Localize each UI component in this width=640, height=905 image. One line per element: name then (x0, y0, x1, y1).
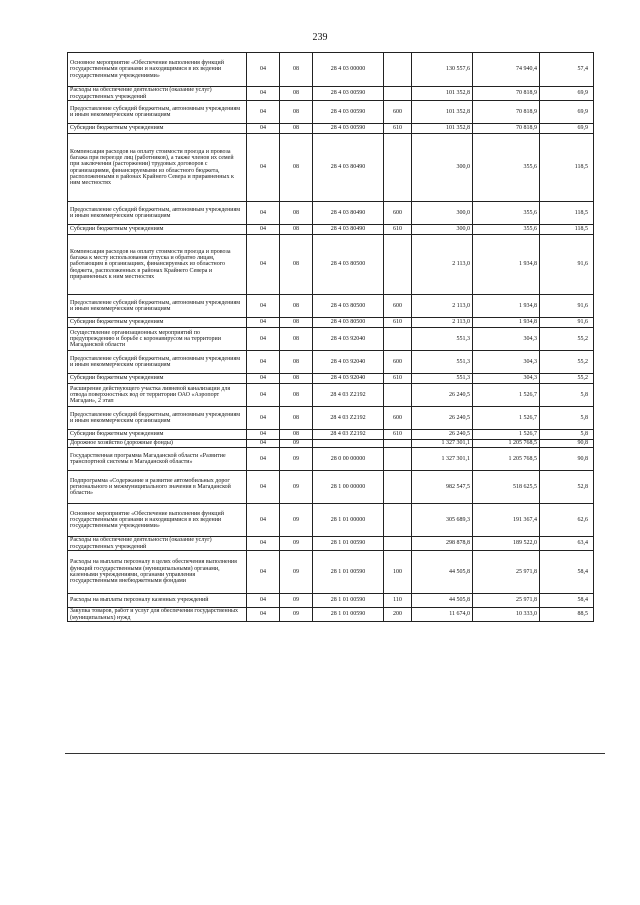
cell-exec: 70 818,9 (473, 124, 540, 134)
cell-plan: 130 557,6 (412, 53, 473, 87)
cell-rz: 04 (247, 235, 280, 295)
table-row (68, 225, 594, 235)
cell-pr: 09 (280, 551, 313, 594)
cell-pr: 08 (280, 407, 313, 430)
cell-csr: 28 4 03 92040 (313, 351, 384, 374)
cell-csr: 28 4 03 80490 (313, 202, 384, 225)
budget-table (67, 52, 594, 622)
cell-plan: 44 505,8 (412, 551, 473, 594)
cell-name: Предоставление субсидий бюджетным, автономным учреждениям и иным некоммерческим организациям (68, 351, 247, 374)
cell-plan: 982 547,5 (412, 471, 473, 504)
cell-csr: 28 4 03 00590 (313, 101, 384, 124)
table-row (68, 374, 594, 384)
cell-pr: 09 (280, 504, 313, 537)
cell-vr (384, 235, 412, 295)
cell-plan: 551,3 (412, 374, 473, 384)
cell-vr: 600 (384, 407, 412, 430)
cell-vr: 200 (384, 608, 412, 622)
cell-pct: 52,8 (540, 471, 594, 504)
cell-csr: 28 1 01 00000 (313, 504, 384, 537)
cell-exec: 70 818,9 (473, 101, 540, 124)
table-row (68, 384, 594, 407)
cell-name: Предоставление субсидий бюджетным, автономным учреждениям и иным некоммерческим организациям (68, 407, 247, 430)
table-row (68, 87, 594, 101)
table-row (68, 328, 594, 351)
cell-name: Подпрограмма «Содержание и развитие автомобильных дорог регионального и межмуниципального значения в Магаданской области» (68, 471, 247, 504)
cell-pr: 08 (280, 351, 313, 374)
table-row (68, 295, 594, 318)
table-row (68, 318, 594, 328)
cell-pct: 5,8 (540, 407, 594, 430)
cell-rz: 04 (247, 504, 280, 537)
cell-pct: 88,5 (540, 608, 594, 622)
cell-vr (384, 134, 412, 202)
cell-pct: 69,9 (540, 101, 594, 124)
cell-plan: 1 327 301,1 (412, 440, 473, 448)
cell-csr: 28 4 03 92040 (313, 374, 384, 384)
cell-rz: 04 (247, 440, 280, 448)
cell-pr: 08 (280, 134, 313, 202)
cell-csr: 28 4 03 00590 (313, 87, 384, 101)
cell-name: Закупка товаров, работ и услуг для обеспечения государственных (муниципальных) нужд (68, 608, 247, 622)
cell-pr: 09 (280, 608, 313, 622)
table-row (68, 53, 594, 87)
cell-pct: 91,6 (540, 295, 594, 318)
cell-vr (384, 384, 412, 407)
table-row (68, 202, 594, 225)
cell-plan: 551,3 (412, 328, 473, 351)
cell-pr: 08 (280, 202, 313, 225)
cell-pr: 08 (280, 225, 313, 235)
cell-csr: 28 4 03 80490 (313, 134, 384, 202)
cell-vr (384, 53, 412, 87)
cell-plan: 2 113,0 (412, 235, 473, 295)
cell-pct: 91,6 (540, 318, 594, 328)
cell-name: Субсидии бюджетным учреждениям (68, 430, 247, 440)
cell-plan: 300,0 (412, 134, 473, 202)
cell-exec: 10 333,0 (473, 608, 540, 622)
cell-plan: 298 878,8 (412, 537, 473, 551)
cell-vr: 100 (384, 551, 412, 594)
cell-pct: 118,5 (540, 225, 594, 235)
cell-name: Основное мероприятие «Обеспечение выполнения функций государственными органами и находящимися в их ведении государственными учреждениями» (68, 504, 247, 537)
bottom-rule (65, 753, 605, 754)
cell-csr: 28 4 03 00000 (313, 53, 384, 87)
cell-pct: 118,5 (540, 134, 594, 202)
cell-plan: 44 505,8 (412, 594, 473, 608)
cell-vr: 600 (384, 351, 412, 374)
cell-csr: 28 1 01 00590 (313, 537, 384, 551)
cell-csr: 28 4 03 80500 (313, 318, 384, 328)
cell-name: Расходы на выплаты персоналу казенных учреждений (68, 594, 247, 608)
cell-vr (384, 440, 412, 448)
cell-name: Расширение действующего участка ливневой канализации для отвода поверхностных вод от территории ОАО «Аэропорт Магадан», 2 этап (68, 384, 247, 407)
cell-plan: 300,0 (412, 225, 473, 235)
cell-rz: 04 (247, 471, 280, 504)
cell-csr: 28 4 03 80490 (313, 225, 384, 235)
cell-rz: 04 (247, 551, 280, 594)
cell-exec: 304,3 (473, 351, 540, 374)
cell-plan: 1 327 301,1 (412, 448, 473, 471)
cell-name: Осуществление организационных мероприятий по предупреждению и борьбе с коронавирусом на территории Магаданской области (68, 328, 247, 351)
cell-vr (384, 471, 412, 504)
cell-pct: 55,2 (540, 374, 594, 384)
table-row (68, 551, 594, 594)
cell-pct: 62,6 (540, 504, 594, 537)
cell-rz: 04 (247, 318, 280, 328)
table-row (68, 101, 594, 124)
cell-plan: 26 240,5 (412, 384, 473, 407)
cell-vr (384, 448, 412, 471)
cell-rz: 04 (247, 351, 280, 374)
cell-csr: 28 4 03 Z2192 (313, 430, 384, 440)
cell-plan: 11 674,0 (412, 608, 473, 622)
cell-plan: 101 352,8 (412, 101, 473, 124)
cell-plan: 26 240,5 (412, 407, 473, 430)
cell-exec: 518 625,5 (473, 471, 540, 504)
cell-exec: 70 818,9 (473, 87, 540, 101)
table-row (68, 430, 594, 440)
table-row (68, 504, 594, 537)
cell-exec: 1 526,7 (473, 430, 540, 440)
cell-vr: 600 (384, 202, 412, 225)
cell-pct: 57,4 (540, 53, 594, 87)
cell-name: Расходы на выплаты персоналу в целях обеспечения выполнения функций государственными (муниципальными) органами, казенными учреждениями, органами управления государственными внебюджетными фондами (68, 551, 247, 594)
cell-rz: 04 (247, 124, 280, 134)
cell-csr: 28 4 03 80500 (313, 235, 384, 295)
cell-vr (384, 87, 412, 101)
cell-plan: 26 240,5 (412, 430, 473, 440)
cell-csr: 28 4 03 Z2192 (313, 407, 384, 430)
cell-pr: 09 (280, 594, 313, 608)
cell-pct: 69,9 (540, 87, 594, 101)
cell-vr: 610 (384, 318, 412, 328)
cell-name: Компенсация расходов на оплату стоимости проезда и провоза багажа к месту использования отпуска и обратно лицам, работающим в организациях, финансируемых из областного бюджета, расположенных в районах Крайнего Севера и приравненных к ним местностях (68, 235, 247, 295)
cell-csr: 28 0 00 00000 (313, 448, 384, 471)
cell-name: Субсидии бюджетным учреждениям (68, 124, 247, 134)
cell-exec: 74 940,4 (473, 53, 540, 87)
cell-pr: 08 (280, 318, 313, 328)
cell-pr: 09 (280, 448, 313, 471)
cell-name: Расходы на обеспечение деятельности (оказание услуг) государственных учреждений (68, 537, 247, 551)
cell-name: Дорожное хозяйство (дорожные фонды) (68, 440, 247, 448)
cell-pct: 91,6 (540, 235, 594, 295)
table-row (68, 351, 594, 374)
cell-rz: 04 (247, 101, 280, 124)
cell-pr: 08 (280, 374, 313, 384)
cell-exec: 191 367,4 (473, 504, 540, 537)
cell-name: Компенсация расходов на оплату стоимости проезда и провоза багажа при переезде лиц (работников), а также членов их семей при заключении (расторжении) трудовых договоров с организациями, финансируемыми из областного бюджета, расположенными в районах Крайнего Севера и приравненных к ним местностях (68, 134, 247, 202)
cell-csr: 28 4 03 00590 (313, 124, 384, 134)
page-number: 239 (312, 32, 328, 43)
cell-exec: 304,3 (473, 374, 540, 384)
cell-name: Основное мероприятие «Обеспечение выполнения функций государственными органами и находящимися в их ведении государственными учреждениями» (68, 53, 247, 87)
cell-plan: 551,3 (412, 351, 473, 374)
cell-name: Предоставление субсидий бюджетным, автономным учреждениям и иным некоммерческим организациям (68, 202, 247, 225)
cell-csr: 28 4 03 Z2192 (313, 384, 384, 407)
table-row (68, 471, 594, 504)
cell-exec: 1 526,7 (473, 384, 540, 407)
cell-csr: 28 4 03 80500 (313, 295, 384, 318)
cell-pr: 08 (280, 328, 313, 351)
cell-rz: 04 (247, 384, 280, 407)
cell-vr (384, 504, 412, 537)
table-body (68, 53, 594, 622)
cell-exec: 355,6 (473, 134, 540, 202)
cell-vr: 610 (384, 225, 412, 235)
cell-exec: 25 971,8 (473, 594, 540, 608)
cell-pct: 63,4 (540, 537, 594, 551)
cell-name: Предоставление субсидий бюджетным, автономным учреждениям и иным некоммерческим организациям (68, 101, 247, 124)
cell-pct: 69,9 (540, 124, 594, 134)
cell-plan: 101 352,8 (412, 87, 473, 101)
cell-pr: 08 (280, 101, 313, 124)
table-row (68, 448, 594, 471)
table-row (68, 407, 594, 430)
table-row (68, 594, 594, 608)
cell-pr: 08 (280, 295, 313, 318)
cell-pr: 08 (280, 235, 313, 295)
cell-pct: 90,8 (540, 440, 594, 448)
cell-name: Расходы на обеспечение деятельности (оказание услуг) государственных учреждений (68, 87, 247, 101)
cell-pr: 08 (280, 124, 313, 134)
cell-rz: 04 (247, 374, 280, 384)
cell-exec: 1 934,8 (473, 235, 540, 295)
table-row (68, 537, 594, 551)
cell-vr (384, 328, 412, 351)
cell-vr: 600 (384, 101, 412, 124)
cell-name: Государственная программа Магаданской области «Развитие транспортной системы в Магаданской области» (68, 448, 247, 471)
cell-exec: 1 526,7 (473, 407, 540, 430)
cell-name: Субсидии бюджетным учреждениям (68, 225, 247, 235)
table-row (68, 124, 594, 134)
cell-pr: 08 (280, 87, 313, 101)
cell-plan: 305 689,3 (412, 504, 473, 537)
cell-csr (313, 440, 384, 448)
cell-pct: 118,5 (540, 202, 594, 225)
cell-pr: 08 (280, 430, 313, 440)
cell-exec: 355,6 (473, 225, 540, 235)
cell-plan: 2 113,0 (412, 295, 473, 318)
cell-rz: 04 (247, 594, 280, 608)
cell-vr: 610 (384, 124, 412, 134)
cell-pct: 58,4 (540, 594, 594, 608)
cell-rz: 04 (247, 202, 280, 225)
cell-vr: 110 (384, 594, 412, 608)
cell-rz: 04 (247, 53, 280, 87)
cell-exec: 1 205 768,5 (473, 440, 540, 448)
cell-rz: 04 (247, 407, 280, 430)
cell-rz: 04 (247, 87, 280, 101)
cell-name: Предоставление субсидий бюджетным, автономным учреждениям и иным некоммерческим организациям (68, 295, 247, 318)
cell-plan: 101 352,8 (412, 124, 473, 134)
cell-csr: 28 1 00 00000 (313, 471, 384, 504)
cell-exec: 1 934,8 (473, 295, 540, 318)
cell-csr: 28 4 03 92040 (313, 328, 384, 351)
cell-vr: 600 (384, 295, 412, 318)
cell-pct: 55,2 (540, 328, 594, 351)
cell-rz: 04 (247, 448, 280, 471)
cell-pct: 5,8 (540, 430, 594, 440)
cell-exec: 355,6 (473, 202, 540, 225)
cell-plan: 300,0 (412, 202, 473, 225)
cell-rz: 04 (247, 537, 280, 551)
cell-name: Субсидии бюджетным учреждениям (68, 318, 247, 328)
cell-csr: 28 1 01 00590 (313, 551, 384, 594)
cell-exec: 1 205 768,5 (473, 448, 540, 471)
table-row (68, 134, 594, 202)
cell-name: Субсидии бюджетным учреждениям (68, 374, 247, 384)
cell-pr: 09 (280, 440, 313, 448)
cell-pr: 08 (280, 53, 313, 87)
cell-exec: 25 971,8 (473, 551, 540, 594)
cell-csr: 28 1 01 00590 (313, 608, 384, 622)
cell-vr: 610 (384, 374, 412, 384)
cell-exec: 189 522,0 (473, 537, 540, 551)
cell-pr: 08 (280, 384, 313, 407)
table-row (68, 440, 594, 448)
cell-exec: 1 934,8 (473, 318, 540, 328)
table-row (68, 608, 594, 622)
cell-pct: 55,2 (540, 351, 594, 374)
cell-rz: 04 (247, 328, 280, 351)
cell-rz: 04 (247, 608, 280, 622)
table-row (68, 235, 594, 295)
cell-vr: 610 (384, 430, 412, 440)
cell-pct: 58,4 (540, 551, 594, 594)
cell-pct: 90,8 (540, 448, 594, 471)
cell-csr: 28 1 01 00590 (313, 594, 384, 608)
cell-rz: 04 (247, 430, 280, 440)
cell-vr (384, 537, 412, 551)
cell-plan: 2 113,0 (412, 318, 473, 328)
cell-pct: 5,8 (540, 384, 594, 407)
cell-exec: 304,3 (473, 328, 540, 351)
cell-pr: 09 (280, 471, 313, 504)
cell-pr: 09 (280, 537, 313, 551)
cell-rz: 04 (247, 225, 280, 235)
cell-rz: 04 (247, 295, 280, 318)
cell-rz: 04 (247, 134, 280, 202)
